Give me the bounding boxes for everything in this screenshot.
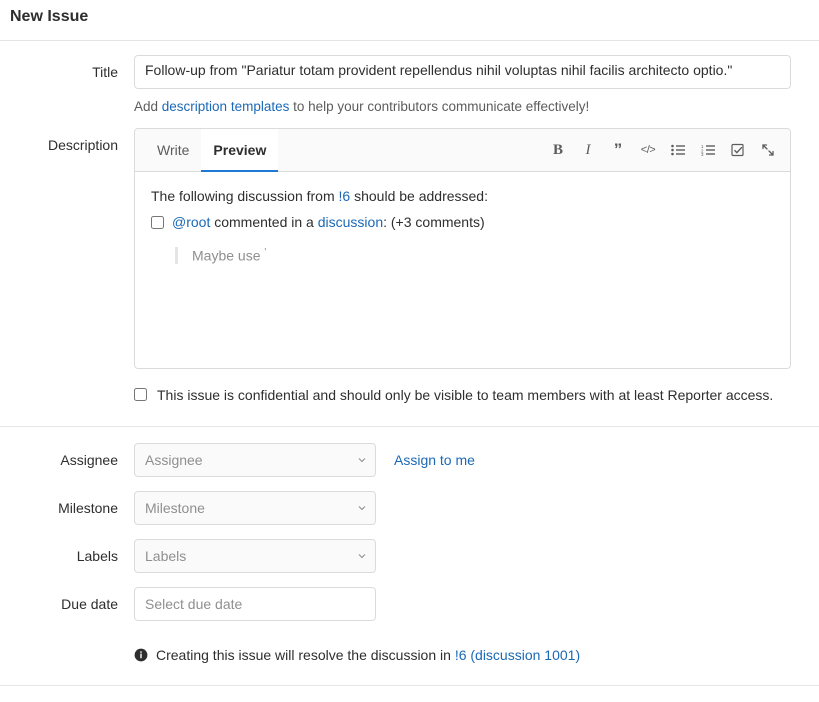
quote-icon[interactable]: ” <box>613 140 623 159</box>
task-checkbox[interactable] <box>151 216 164 229</box>
preview-intro <box>151 186 774 208</box>
task-text <box>172 212 485 234</box>
preview-task-item <box>151 212 774 234</box>
svg-text:2: 2 <box>701 148 704 154</box>
resolve-note <box>134 643 803 663</box>
resolve-discussion-link[interactable]: !6 (discussion 1001) <box>454 647 581 663</box>
page-title: New Issue <box>10 8 89 25</box>
editor-header <box>135 129 790 172</box>
spacer-1 <box>0 477 819 491</box>
labels-row <box>0 539 819 573</box>
due-date-control <box>134 587 819 621</box>
labels-select-wrap <box>134 539 376 573</box>
confidential-checkbox[interactable] <box>134 388 147 401</box>
spacer-2 <box>0 525 819 539</box>
milestone-select[interactable]: Milestone <box>134 491 376 525</box>
italic-icon[interactable]: I <box>585 141 591 158</box>
fullscreen-icon[interactable] <box>760 142 776 158</box>
resolve-note-row <box>0 621 819 663</box>
assign-to-me-link[interactable]: Assign to me <box>394 452 475 468</box>
milestone-control <box>134 491 819 525</box>
title-row <box>0 41 819 114</box>
code-icon[interactable]: </> <box>640 143 656 156</box>
labels-label: Labels <box>76 548 118 564</box>
due-date-input[interactable]: Select due date <box>134 587 376 621</box>
bulleted-list-icon[interactable] <box>670 142 686 158</box>
helper-suffix: to help your contributors communicate effectively! <box>289 99 590 114</box>
description-control <box>134 128 819 406</box>
resolve-note-text <box>156 647 580 663</box>
confidential-option <box>134 369 774 406</box>
bold-icon[interactable]: B <box>552 141 563 158</box>
numbered-list-icon[interactable] <box>700 142 716 158</box>
discussion-link[interactable]: discussion <box>317 213 384 230</box>
info-icon <box>134 648 148 662</box>
tab-preview[interactable]: Preview <box>201 129 278 172</box>
description-editor <box>134 128 791 369</box>
due-date-row <box>0 587 819 621</box>
confidential-label: This issue is confidential and should only be visible to team members with at least Reporter access. <box>157 387 774 403</box>
svg-text:3: 3 <box>701 152 704 156</box>
task-list-icon[interactable] <box>730 142 746 158</box>
due-date-label: Due date <box>61 596 118 612</box>
milestone-select-wrap <box>134 491 376 525</box>
user-mention-link[interactable]: @root <box>172 213 211 230</box>
task-suffix: : (+3 comments) <box>383 213 485 230</box>
title-control <box>134 55 819 114</box>
title-input[interactable]: Follow-up from "Pariatur totam provident repellendus nihil voluptas nihil facilis architecto optio." <box>134 55 791 89</box>
quote-superscript: ' <box>264 247 267 259</box>
description-templates-helper <box>134 89 803 114</box>
editor-toolbar <box>550 142 790 158</box>
description-label: Description <box>47 137 118 153</box>
footer-divider <box>0 685 819 686</box>
task-middle: commented in a <box>210 213 318 230</box>
assignee-row <box>0 427 819 477</box>
spacer-3 <box>0 573 819 587</box>
quote-text: Maybe use <box>192 248 265 265</box>
labels-select[interactable]: Labels <box>134 539 376 573</box>
assignee-label: Assignee <box>60 452 118 468</box>
preview-intro-suffix: should be addressed: <box>350 188 488 204</box>
editor-tabs <box>145 129 278 171</box>
due-date-input-wrap <box>134 587 376 621</box>
description-templates-link[interactable]: description templates <box>161 99 290 114</box>
description-row <box>0 114 819 406</box>
merge-request-link[interactable]: !6 <box>338 188 351 204</box>
labels-control <box>134 539 819 573</box>
preview-blockquote <box>175 247 774 264</box>
svg-text:1: 1 <box>701 144 704 149</box>
resolve-note-control <box>134 643 819 663</box>
resolve-note-prefix: Creating this issue will resolve the discussion in <box>156 647 455 663</box>
title-label: Title <box>92 64 118 80</box>
tab-write[interactable]: Write <box>157 141 190 158</box>
assignee-select-wrap <box>134 443 376 477</box>
milestone-row <box>0 491 819 525</box>
preview-intro-prefix: The following discussion from <box>151 188 339 204</box>
assignee-control <box>134 443 819 477</box>
milestone-label: Milestone <box>58 500 118 516</box>
assignee-select[interactable]: Assignee <box>134 443 376 477</box>
helper-prefix: Add <box>134 99 162 114</box>
editor-preview-body[interactable] <box>135 172 790 368</box>
